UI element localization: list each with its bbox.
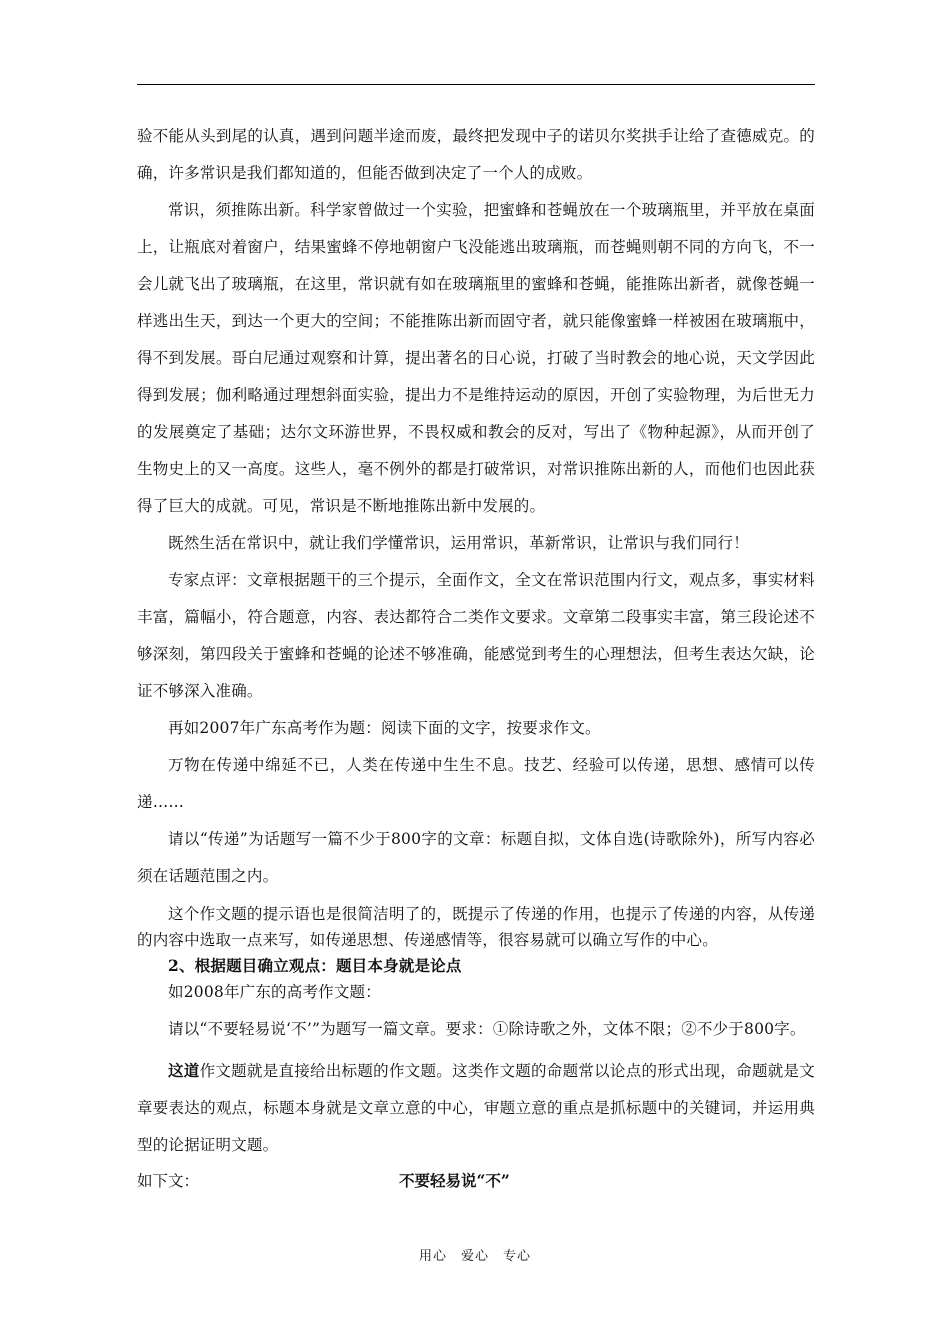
paragraph-6: 万物在传递中绵延不已，人类在传递中生生不息。技艺、经验可以传递，思想、感情可以传递…… bbox=[137, 756, 815, 811]
document-body bbox=[137, 118, 815, 1198]
paragraph-8: 这个作文题的提示语也是很简洁明了的，既提示了传递的作用，也提示了传递的内容，从传递的内容中选取一点来写，如传递思想、传递感情等，很容易就可以确立写作的中心。 bbox=[137, 905, 815, 949]
paragraph-7: 请以“传递”为话题写一篇不少于800字的文章：标题自拟，文体自选(诗歌除外)，所写内容必须在话题范围之内。 bbox=[137, 830, 815, 885]
paragraph-11-text: 作文题就是直接给出标题的作文题。这类作文题的命题常以论点的形式出现，命题就是文章要表达的观点，标题本身就是文章立意的中心，审题立意的重点是抓标题中的关键词，并运用典型的论据证明文题。 bbox=[137, 1062, 815, 1154]
expert-comment: 专家点评：文章根据题干的三个提示，全面作文，全文在常识范围内行文，观点多，事实材料丰富，篇幅小，符合题意，内容、表达都符合二类作文要求。文章第二段事实丰富，第三段论述不够深刻，第四段关于蜜蜂和苍蝇的论述不够准确，能感觉到考生的心理想法，但考生表达欠缺，论证不够深入准确。 bbox=[137, 571, 815, 700]
paragraph-10: 请以“不要轻易说‘不’”为题写一篇文章。要求：①除诗歌之外，文体不限；②不少于800字。 bbox=[168, 1020, 806, 1038]
paragraph-11-bold: 这道 bbox=[168, 1061, 200, 1080]
paragraph-9: 如2008年广东的高考作文题： bbox=[168, 983, 381, 1001]
header-rule bbox=[137, 84, 815, 85]
paragraph-3: 既然生活在常识中，就让我们学懂常识，运用常识，革新常识，让常识与我们同行！ bbox=[168, 534, 749, 552]
lead-text: 如下文： bbox=[137, 1172, 200, 1190]
paragraph-2: 常识，须推陈出新。科学家曾做过一个实验，把蜜蜂和苍蝇放在一个玻璃瓶里，并平放在桌面上，让瓶底对着窗户，结果蜜蜂不停地朝窗户飞没能逃出玻璃瓶，而苍蝇则朝不同的方向飞，不一会儿就飞出了玻璃瓶，在这里，常识就有如在玻璃瓶里的蜜蜂和苍蝇，能推陈出新者，就像苍蝇一样逃出生天，到达一个更大的空间；不能推陈出新而固守者，就只能像蜜蜂一样被困在玻璃瓶中，得不到发展。哥白尼通过观察和计算，提出著名的日心说，打破了当时教会的地心说，天文学因此得到发展；伽利略通过理想斜面实验，提出力不是维持运动的原因，开创了实验物理，为后世无力的发展奠定了基础；达尔文环游世界，不畏权威和教会的反对，写出了《物种起源》，从而开创了生物史上的又一高度。这些人，毫不例外的都是打破常识，对常识推陈出新的人，而他们也因此获得了巨大的成就。可见，常识是不断地推陈出新中发展的。 bbox=[137, 201, 815, 515]
paragraph-1: 验不能从头到尾的认真，遇到问题半途而废，最终把发现中子的诺贝尔奖拱手让给了查德威克。的确，许多常识是我们都知道的，但能否做到决定了一个人的成败。 bbox=[137, 127, 815, 182]
essay-title: 不要轻易说“不” bbox=[399, 1171, 510, 1190]
section-heading: 2、根据题目确立观点：题目本身就是论点 bbox=[168, 956, 462, 975]
page-footer: 用心 爱心 专心 bbox=[418, 1249, 531, 1264]
essay-title-line bbox=[137, 1164, 815, 1198]
paragraph-11 bbox=[137, 1052, 815, 1164]
paragraph-5: 再如2007年广东高考作为题：阅读下面的文字，按要求作文。 bbox=[168, 719, 601, 737]
